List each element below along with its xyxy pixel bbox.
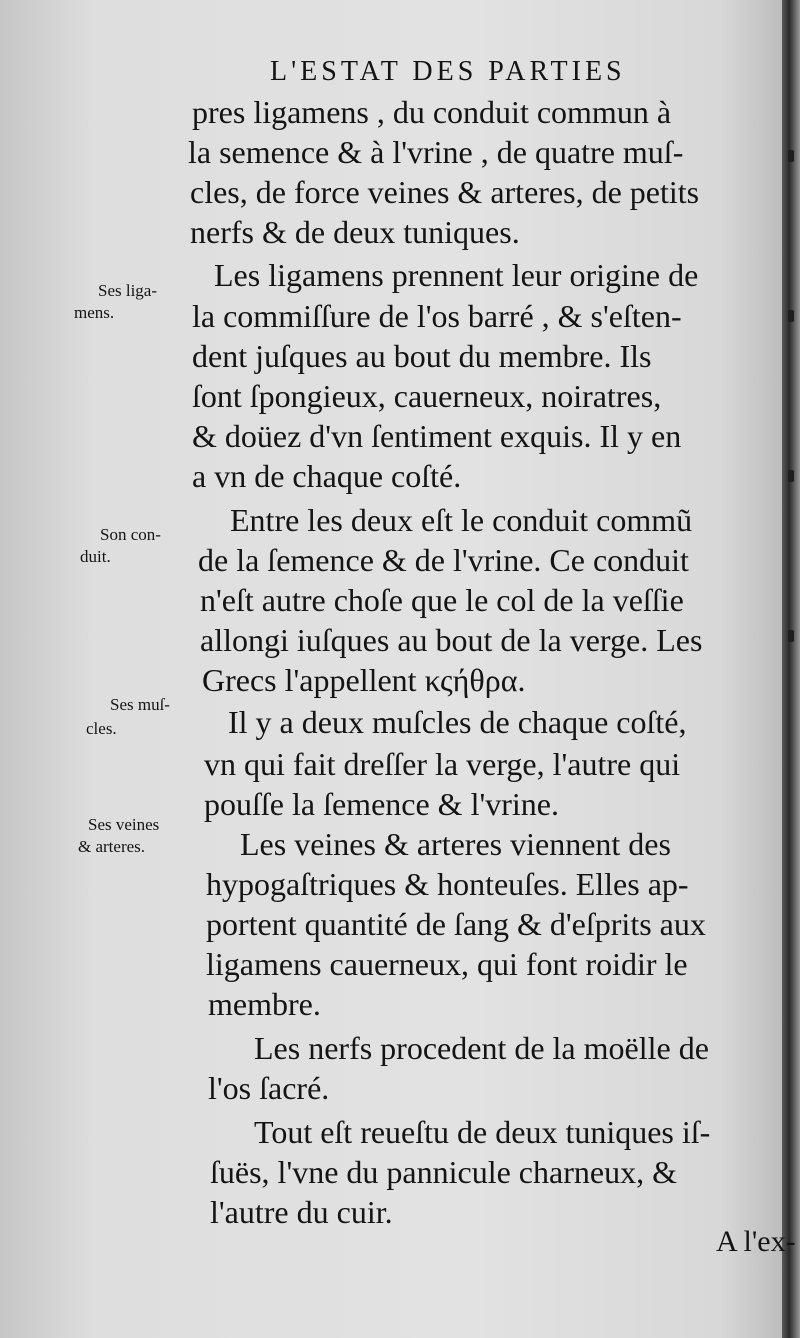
text-line: Tout eſt reueſtu de deux tuniques iſ- (254, 1114, 711, 1150)
margin-note: mens. (74, 303, 115, 322)
margin-note: & arteres. (78, 837, 146, 856)
facing-page-mark (788, 630, 794, 642)
text-line: ſont ſpongieux, cauerneux, noiratres, (192, 378, 662, 414)
text-line: dent juſques au bout du membre. Ils (192, 338, 652, 374)
text-line: hypogaſtriques & honteuſes. Elles ap- (206, 866, 689, 902)
margin-note: cles. (86, 719, 117, 738)
text-line: & doüez d'vn ſentiment exquis. Il y en (192, 418, 682, 454)
text-line: pouſſe la ſemence & l'vrine. (204, 786, 559, 822)
text-line: Les nerfs procedent de la moëlle de (254, 1030, 709, 1066)
text-line: membre. (208, 986, 321, 1022)
text-line: Grecs l'appellent κςήθρα. (202, 662, 526, 698)
text-line: l'autre du cuir. (210, 1194, 393, 1230)
facing-page-mark (788, 150, 794, 162)
text-line: Les ligamens prennent leur origine de (214, 257, 699, 293)
facing-page-mark (788, 310, 794, 322)
margin-note: Ses veines (88, 815, 160, 834)
facing-page-mark (788, 470, 794, 482)
text-line: la semence & à l'vrine , de quatre muſ- (188, 134, 684, 170)
text-line: n'eſt autre choſe que le col de la veſſie (200, 582, 684, 618)
margin-note: Ses liga- (98, 281, 158, 300)
margin-note: duit. (80, 547, 111, 566)
page-gutter (782, 0, 800, 1338)
text-line: l'os ſacré. (208, 1070, 330, 1106)
text-line: pres ligamens , du conduit commun à (192, 94, 672, 130)
text-line: nerfs & de deux tuniques. (190, 214, 520, 250)
text-line: Entre les deux eſt le conduit commũ (230, 502, 693, 538)
text-line: Il y a deux muſcles de chaque coſté, (228, 704, 687, 740)
text-line: vn qui fait dreſſer la verge, l'autre qui (204, 746, 681, 782)
text-line: cles, de force veines & arteres, de petits (190, 174, 700, 210)
margin-note: Ses muſ- (110, 695, 170, 714)
text-line: de la ſemence & de l'vrine. Ce conduit (198, 542, 689, 578)
catchword: A l'ex- (716, 1225, 796, 1258)
text-line: allongi iuſques au bout de la verge. Les (200, 622, 703, 658)
text-line: a vn de chaque coſté. (192, 458, 462, 494)
text-line: la commiſſure de l'os barré , & s'eſten- (192, 298, 682, 334)
text-line: portent quantité de ſang & d'eſprits aux (206, 906, 706, 942)
text-line: ligamens cauerneux, qui font roidir le (206, 946, 688, 982)
running-head: L'ESTAT DES PARTIES (270, 56, 626, 87)
margin-note: Son con- (100, 525, 161, 544)
text-line: Les veines & arteres viennent des (240, 826, 671, 862)
text-line: ſuës, l'vne du pannicule charneux, & (210, 1154, 677, 1190)
